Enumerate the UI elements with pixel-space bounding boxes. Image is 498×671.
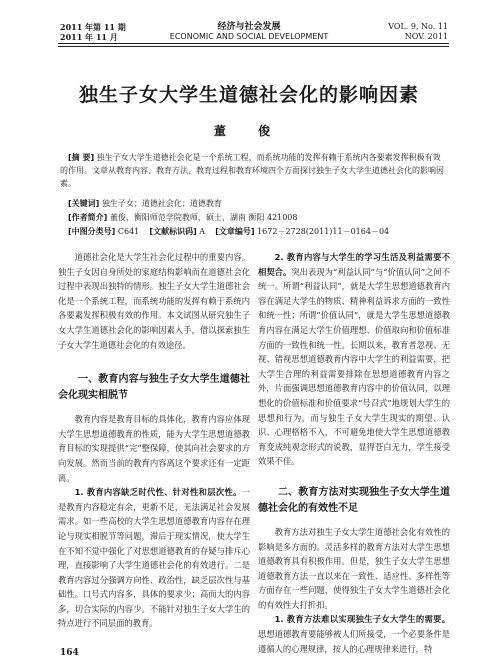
volume-number: VOL. 9, No. 11 xyxy=(388,22,448,31)
keywords xyxy=(60,197,444,210)
subsection-1 xyxy=(58,485,250,631)
intro-paragraph: 道德社会化是大学生社会化过程中的重要内容。独生子女因自身所处的家庭结构影响而在道德社会化过程中表现出独特的情形。独生子女大学生道德社会化是一个系统工程，而系统功能的发挥有赖于系统内各要素发挥积极有效的作用。本文试图从研究独生子女大学生道德社会化的影响因素入手，借以探索独生子女大学生道德社会化的有效途径。 xyxy=(58,252,250,350)
issue-number: 2011 年第 11 期 xyxy=(60,22,126,32)
issue-date: 2011 年 11 月 xyxy=(60,32,118,42)
article-id-label: [文章编号] xyxy=(215,227,255,236)
section-1-heading: 一、教育内容与独生子女大学生道德社会化现实相脱节 xyxy=(58,374,250,402)
clc-label: [中图分类号] xyxy=(68,227,116,236)
left-column xyxy=(58,250,250,631)
subsection-2-title: 2. 教育内容与大学生的学习生活及利益需要不相契合。 xyxy=(258,252,450,277)
doc-code-label: [文献标识码] xyxy=(149,227,197,236)
abstract-label: [摘 要] xyxy=(68,153,95,162)
subsection-2 xyxy=(258,250,450,469)
section-1-paragraph: 教育内容是教育目标的具体化，教育内容应体现大学生思想道德教育的性质，能为大学生思想道德教育目标的实现提供“完”整保障，使其向社会要求的方向发展。然而当前的教育内容离这个要求还有一定距离。 xyxy=(58,414,250,483)
author-info-label: [作者简介] xyxy=(68,213,108,222)
abstract-text: 独生子女大学生道德社会化是一个系统工程，而系统功能的发挥有赖于系统内各要素发挥积极有效的作用。文章从教育内容、教育方法、教育过程和教育环境四个方面探讨独生子女大学生道德社会化的影响因素。 xyxy=(60,153,444,188)
section-2-heading: 二、教育方法对实现独生子女大学生道德社会化的有效性不足 xyxy=(258,486,450,514)
doc-code-value: A xyxy=(199,227,206,236)
page-number: 164 xyxy=(60,648,79,658)
section-2-paragraph: 教育方法对独生子女大学生道德社会化有效性的影响是多方面的。灵活多样的教育方法对大学生思想道德教育具有积极作用。但是，独生子女大学生思想道德教育方法一直以来在一致性、适应性、多样性等方面存在一些问题，使得独生子女大学生道德社会化的有效性大打折扣。 xyxy=(258,526,450,610)
journal-name-english: ECONOMIC AND SOCIAL DEVELOPMENT xyxy=(169,32,329,41)
clc-value: C641 xyxy=(117,227,140,236)
volume-month: NOV. 2011 xyxy=(404,32,448,41)
subsection-3-title: 1. 教育方法难以实现独生子女大学生的需要。 xyxy=(274,614,450,625)
keywords-label: [关键词] xyxy=(68,199,100,208)
keywords-text: 独生子女；道德社会化；道德教育 xyxy=(101,199,222,208)
author-info xyxy=(60,211,444,224)
author-info-text: 董俊，衡阳师范学院教师，硕士，湖南 衡阳 421008 xyxy=(109,213,298,222)
right-column xyxy=(258,250,450,656)
subsection-3-text: 思想道德教育要能够被人们所接受，一个必要条件是遵循人的心理规律，按人的心理规律来进行，特 xyxy=(258,629,450,654)
subsection-3 xyxy=(258,612,450,656)
article-title: 独生子女大学生道德社会化的影响因素 xyxy=(78,84,419,106)
article-id-value: 1672－2728(2011)11－0164－04 xyxy=(257,227,390,236)
header-rule-top xyxy=(58,43,449,44)
subsection-1-text: 一是教育内容稳定有余，更新不足，无法满足社会发展需求。如一些高校的大学生思想道德教育内容存在理论与现实相脱节等问题，滞后于现实情况，使大学生在不知不觉中强化了对思想道德教育的存疑与排斥心理，直接影响了大学生道德社会化的有效进行。二是教育内容过分强调方向性、政治性，缺乏层次性与基础性。口号式内容多，具体的要求少；高而大的内容多，切合实际的内容少。不能针对独生子女大学生的特点进行不同层面的教育。 xyxy=(58,487,250,629)
abstract xyxy=(60,151,444,190)
journal-name: 经济与社会发展 xyxy=(217,22,281,32)
subsection-1-title: 1. 教育内容缺乏时代性、针对性和层次性。 xyxy=(74,487,242,498)
header-rule-bottom xyxy=(58,46,449,47)
subsection-2-text: 突出表现为“利益认同”与“价值认同”之间不统一。所谓“利益认同”，就是大学生思想道德教育内容在满足大学生的物质、精神利益诉求方面的一致性和统一性；所谓“价值认同”，就是大学生思想道德教育内容在满足大学生价值理想、价值取向和价值标准方面的一致性和统一性。长期以来，教育者忽视、无视、错视思想道德教育内容中大学生的利益需要，把大学生合理的利益需要排除在思想道德教育内容之外，片面强调思想道德教育内容中的价值认同，以理想化的价值标准和价值要求“号召式”地规划大学生的思想和行为，而与独生子女大学生现实的期望、认识、心理格格不入，不可避免地使大学生思想道德教育变成纯观念形式的说教，显得苍白无力，学生接受效果不佳。 xyxy=(258,266,450,467)
article-author: 董 俊 xyxy=(213,124,285,138)
classification-line xyxy=(60,225,444,238)
